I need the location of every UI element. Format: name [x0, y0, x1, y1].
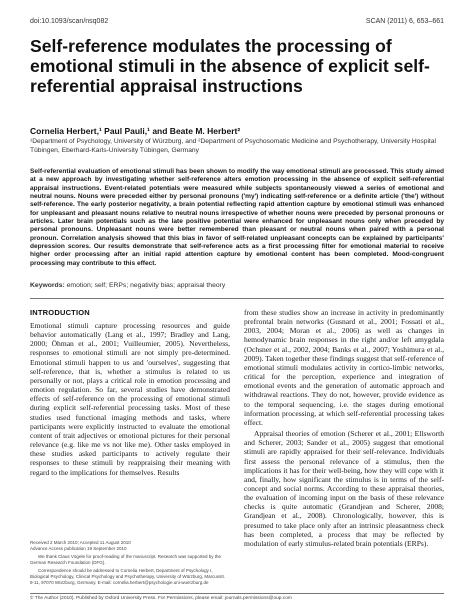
intro-paragraph-1-cont: from these studies show an increase in activity in predominantly prefrontal brain networks (Gusnard et al., 2001; Fossati et al., 2003, 2004; Moran et al., 2006) as well as changes in hemodynamic brain responses in the right and/or left amygdala (Ochsner et al., 2002, 2004; Banks et al., 2007; Yoshimura et al., 2009). Taken together these findings suggest that self-reference of emotional stimuli modulates activity in cortico-limbic networks, critical for the perception, experience and integration of emotional events and the generation of automatic approach and withdrawal reactions. They do not, however, provide evidence as to the temporal sequencing, i.e. the stages during emotional information processing, at which self-referential processing takes effect. [244, 308, 444, 427]
received-dates: Received 2 March 2010; Accepted 11 August 2010 [30, 540, 131, 545]
left-column [30, 308, 230, 477]
correspondence: Correspondence should be addressed to Cornelia Herbert, Department of Psychology I, Biological Psychology, Clinical Psychology and Psychotherapy, University of Würzburg, Marcusstr. 9-11, 97070 Würzburg, Germany. E-mail: cornelia.herbert@psychologie.uni-wuerzburg.de [30, 568, 226, 585]
introduction-heading: INTRODUCTION [30, 308, 90, 317]
intro-paragraph-2: Appraisal theories of emotion (Scherer et al., 2001; Ellsworth and Scherer, 2003; Sander et al., 2005) suggest that emotional stimuli are rapidly appraised for their self-relevance. Individuals first assess the personal relevance of a stimulus, then the implications it has for their well-being, how they will cope with it and, finally, how significant the stimulus is in terms of the self-concept and social norms. According to these appraisal theories, the evaluation of incoming input on the basis of these relevance checks is quite automatic (Grandjean and Scherer, 2008; Grandjean et al., 2008). Chronologically, however, this is presumed to take place only after an intrinsic pleasantness check has been completed, a process that may be reflected by modulation of early stimulus-related brain potentials (ERPs). [244, 429, 444, 548]
right-body-text [244, 308, 444, 548]
keywords-label: Keywords: [30, 282, 65, 289]
right-column [244, 308, 444, 548]
received-info [30, 540, 230, 586]
journal-citation: SCAN (2011) 6, 653–661 [365, 18, 444, 25]
copyright-footer: © The Author (2010). Published by Oxford University Press. For Permissions, please email: journals.permissions@oup.com [30, 596, 292, 601]
left-body-text [30, 321, 230, 477]
affiliations: ¹Department of Psychology, University of Würzburg, and ²Department of Psychosomatic Medicine and Psychotherapy, University Hospital Tübingen, Eberhard-Karls-University Tübingen, Germany [30, 138, 436, 154]
footer-divider [30, 593, 444, 594]
advance-access: Advance Access publication 19 September 2010 [30, 546, 127, 551]
article-title: Self-reference modulates the processing of emotional stimuli in the absence of explicit self-referential appraisal instructions [30, 36, 430, 96]
acknowledgement: We thank Claus Vögele for proof-reading of the manuscript. Research was supported by the German Research Foundation (DFG). [30, 554, 222, 565]
doi-label: doi:10.1093/scan/nsq082 [30, 18, 109, 25]
author-list: Cornelia Herbert,¹ Paul Pauli,¹ and Beate M. Herbert² [30, 126, 241, 136]
section-divider [30, 298, 444, 299]
keywords-text: emotion; self; ERPs; negativity bias; appraisal theory [66, 282, 226, 289]
abstract: Self-referential evaluation of emotional stimuli has been shown to modify the way emotional stimuli are processed. This study aimed at a new approach by investigating whether self-reference alters emotion processing in the absence of explicit self-referential appraisal instructions. Event-related potentials were measured while subjects spontaneously viewed a series of emotional and neutral nouns. Nouns were preceded either by personal pronouns ('my') indicating self-reference or a definite article ('the') without self-reference. The early posterior negativity, a brain potential reflecting rapid attention capture by emotional stimuli was enhanced for unpleasant and pleasant nouns relative to neutral nouns irrespective of whether nouns were preceded by personal pronouns or articles. Later brain potentials such as the late positive potential were enhanced for unpleasant nouns only when preceded by personal pronouns. Unpleasant nouns were better remembered than pleasant or neutral nouns when paired with a personal pronoun. Correlation analysis showed that this bias in favor of self-related unpleasant concepts can be explained by participants' depression scores. Our results demonstrate that self-reference acts as a first processing filter for emotional material to receive higher order processing after an initial rapid attention capture by emotional content has been completed. Mood-congruent processing may contribute to this effect. [30, 168, 444, 267]
keywords [30, 282, 225, 289]
intro-paragraph-1: Emotional stimuli capture processing resources and guide behavior automatically (Lang et al., 1997; Bradley and Lang, 2000; Öhman et al., 2001; Vuilleumier, 2005). Nevertheless, responses to emotional stimuli are not simply pre-determined. Emotional stimuli happen to us and 'ourselves', suggesting that self-reference, that is, whether a stimulus is related to us personally or not, plays a critical role in emotion processing and emotion regulation. So far, several studies have demonstrated effects of self-reference on the processing of emotional stimuli during explicit self-referential processing tasks. Most of these studies used functional imaging methods and tasks, where participants were explicitly instructed to evaluate the emotional content of trait adjectives or emotional pictures for their personal relevance (e.g. like me vs not like me). Other tasks employed in these studies asked participants to actively regulate their responses to these stimuli by reappraising their meaning with regard to the implications for themselves. Results [30, 321, 230, 477]
